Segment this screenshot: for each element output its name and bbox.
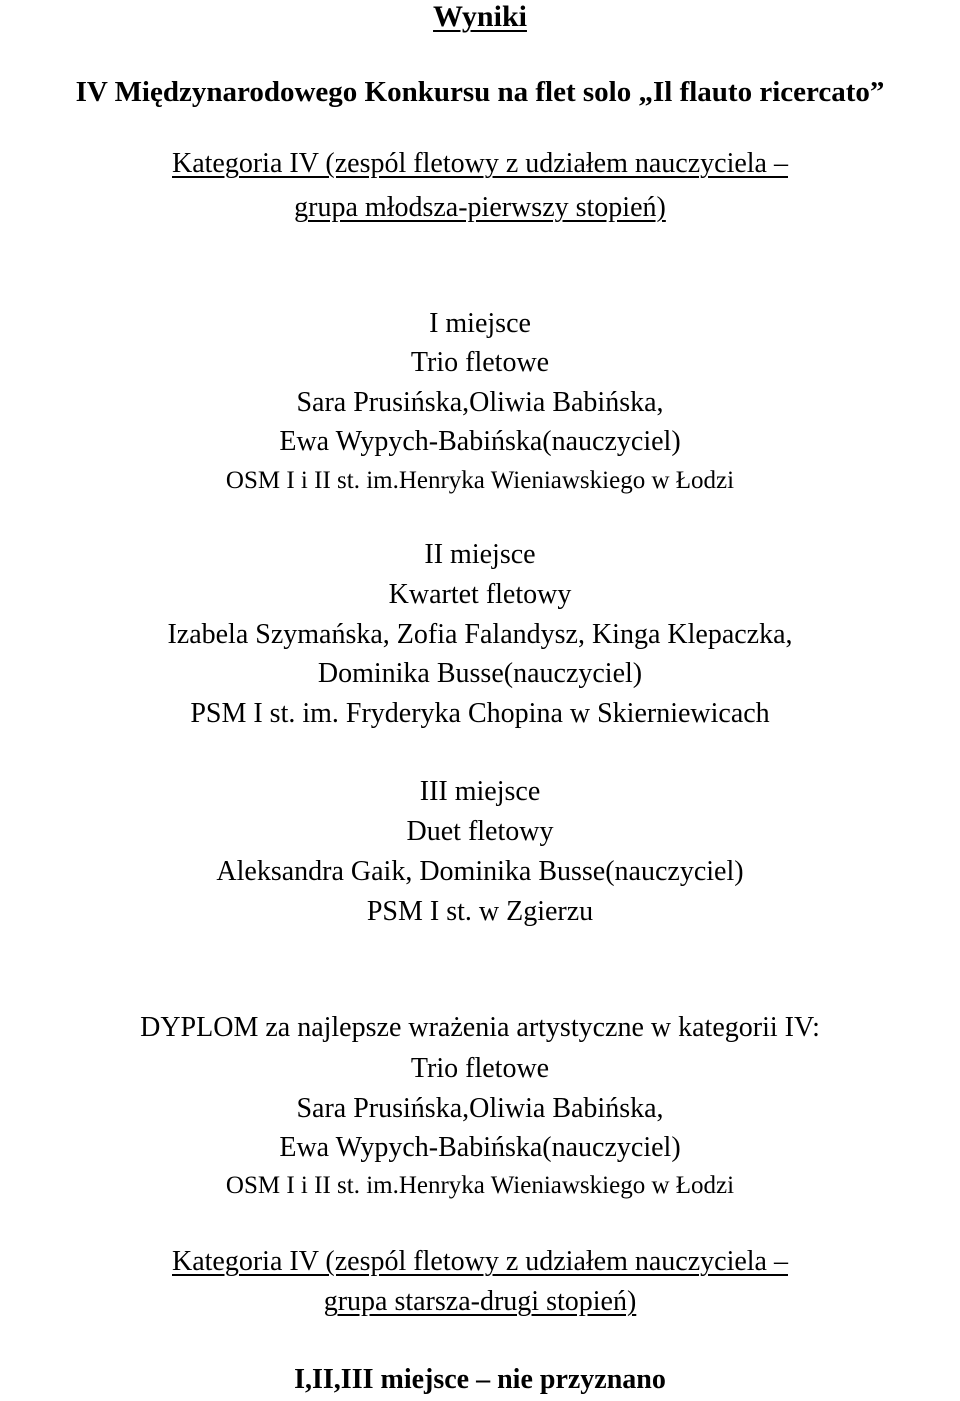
place3-rank: III miejsce xyxy=(419,776,541,807)
diploma-members-line2: Ewa Wypych-Babińska(nauczyciel) xyxy=(279,1132,681,1163)
place1-rank: I miejsce xyxy=(429,308,531,339)
place2-school: PSM I st. im. Fryderyka Chopina w Skierniewicach xyxy=(190,698,770,729)
competition-subtitle: IV Międzynarodowego Konkursu na flet solo „Il flauto ricercato” xyxy=(75,76,885,108)
place3-members-line1: Aleksandra Gaik, Dominika Busse(nauczyciel) xyxy=(216,856,744,887)
category1-heading-line1: Kategoria IV (zespól fletowy z udziałem nauczyciela – xyxy=(172,148,788,179)
place3-school: PSM I st. w Zgierzu xyxy=(366,896,594,927)
place1-school: OSM I i II st. im.Henryka Wieniawskiego w Łodzi xyxy=(225,467,735,494)
no-award-note: I,II,III miejsce – nie przyznano xyxy=(294,1364,666,1395)
place2-members-line1: Izabela Szymańska, Zofia Falandysz, Kinga Klepaczka, xyxy=(167,619,793,650)
diploma-members-line1: Sara Prusińska,Oliwia Babińska, xyxy=(296,1093,664,1124)
category1-heading-line2: grupa młodsza-pierwszy stopień) xyxy=(294,192,666,223)
place1-members-line1: Sara Prusińska,Oliwia Babińska, xyxy=(296,387,664,418)
category2-heading-line1: Kategoria IV (zespól fletowy z udziałem nauczyciela – xyxy=(172,1246,788,1277)
document-title: Wyniki xyxy=(433,0,527,33)
place2-rank: II miejsce xyxy=(424,539,536,570)
category2-heading-line2: grupa starsza-drugi stopień) xyxy=(323,1286,637,1317)
place2-members-line2: Dominika Busse(nauczyciel) xyxy=(317,658,643,689)
place1-members-line2: Ewa Wypych-Babińska(nauczyciel) xyxy=(279,426,681,457)
diploma-school: OSM I i II st. im.Henryka Wieniawskiego w Łodzi xyxy=(225,1172,735,1199)
place1-ensemble: Trio fletowe xyxy=(410,347,550,378)
place2-ensemble: Kwartet fletowy xyxy=(388,579,572,610)
diploma-heading: DYPLOM za najlepsze wrażenia artystyczne w kategorii IV: xyxy=(140,1012,820,1043)
diploma-ensemble: Trio fletowe xyxy=(410,1053,550,1084)
place3-ensemble: Duet fletowy xyxy=(406,816,554,847)
